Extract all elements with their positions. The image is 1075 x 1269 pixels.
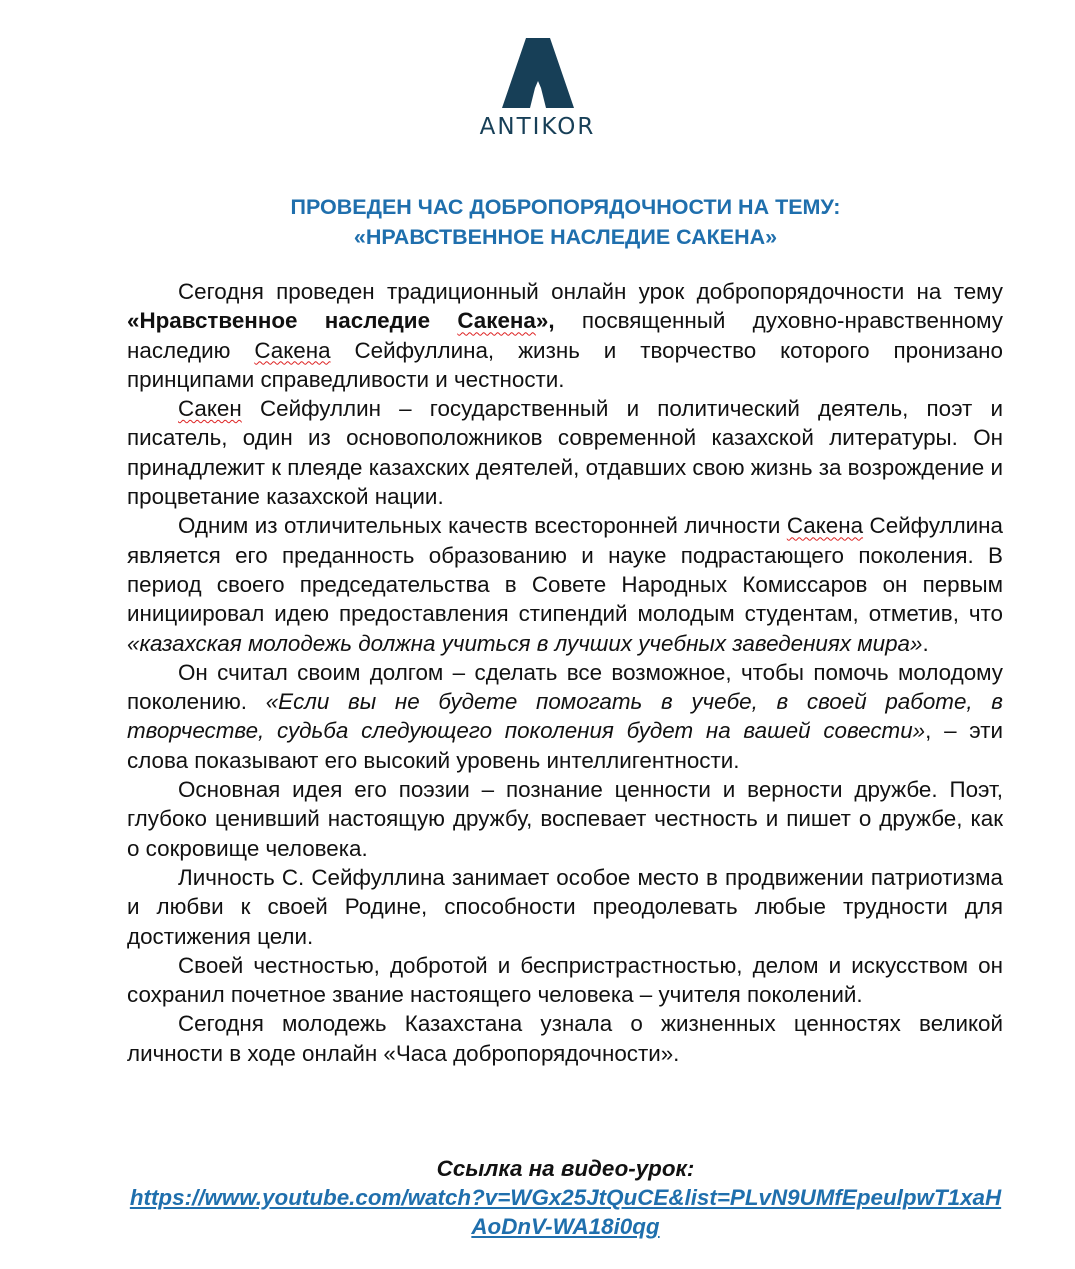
paragraph-8: Сегодня молодежь Казахстана узнала о жизненных ценностях великой личности в ходе онлайн «Часа добропорядочности».: [127, 1011, 1003, 1066]
title-line-2: «НРАВСТВЕННОЕ НАСЛЕДИЕ САКЕНА»: [353, 225, 778, 249]
title-line-1: ПРОВЕДЕН ЧАС ДОБРОПОРЯДОЧНОСТИ НА ТЕМУ:: [290, 195, 841, 219]
spellcheck-word: Сакена: [786, 513, 864, 539]
paragraph-5: Основная идея его поэзии – познание ценности и верности дружбе. Поэт, глубоко ценивший настоящую дружбу, воспевает честность и пишет о дружбе, как о сокровище человека.: [127, 777, 1003, 861]
paragraph-text: Сейфуллина является его преданность образованию и науке подрастающего поколения. В период своего председательства в Совете Народных Комиссаров он первым инициировал идею предоставления стипендий молодым студентам, отметив, что: [127, 513, 1003, 627]
paragraph-7: Своей честностью, добротой и беспристрастностью, делом и искусством он сохранил почетное звание настоящего человека – учителя поколений.: [127, 952, 1003, 1008]
paragraph-6: Личность С. Сейфуллина занимает особое место в продвижении патриотизма и любви к своей Родине, способности преодолевать любые трудности для достижения цели.: [127, 864, 1003, 949]
spellcheck-word: Сакена: [254, 337, 331, 363]
paragraph-4: [127, 658, 1003, 775]
article-body: [127, 277, 1003, 1068]
page-title: [128, 192, 1003, 252]
paragraph-text: .: [922, 630, 929, 656]
paragraph-text: посвященный духовно-нравственному наследию: [127, 308, 1003, 363]
paragraph-2: [127, 394, 1003, 511]
paragraph-3: [127, 511, 1003, 657]
spellcheck-word: Сакена: [457, 308, 536, 334]
italic-quote: «казахская молодежь должна учиться в лучших учебных заведениях мира»: [127, 630, 923, 656]
paragraph-1: [127, 277, 1003, 394]
antikor-logo-icon: [502, 38, 574, 108]
video-link-label: Ссылка на видео-урок:: [436, 1156, 695, 1181]
spellcheck-word: Сакен: [178, 396, 242, 422]
bold-text: «Нравственное наследие: [127, 308, 458, 334]
italic-quote: «Если вы не будете помогать в учебе, в своей работе, в творчестве, судьба следующего поколения будет на вашей совести»: [127, 689, 1003, 744]
paragraph-text: Сейфуллина, жизнь и творчество которого пронизано принципами справедливости и честности.: [127, 337, 1003, 392]
paragraph-text: Одним из отличительных качеств всесторонней личности: [178, 513, 787, 539]
paragraph-text: Сейфуллин – государственный и политический деятель, поэт и писатель, один из основоположников современной казахской литературы. Он принадлежит к плеяде казахских деятелей, отдавших свою жизнь за возрождение и процветание казахской нации.: [127, 396, 1003, 510]
bold-topic: [127, 308, 555, 333]
bold-text: »,: [535, 308, 555, 334]
paragraph-text: Он считал своим долгом – сделать все возможное, чтобы помочь молодому поколению.: [127, 659, 1003, 715]
video-link[interactable]: https://www.youtube.com/watch?v=WGx25JtQuCE&list=PLvN9UMfEpeulpwT1xaHAoDnV-WA18i0qg: [129, 1185, 1002, 1239]
paragraph-text: , – эти слова показывают его высокий уровень интеллигентности.: [127, 718, 1003, 773]
logo-text: ANTIKOR: [479, 114, 596, 140]
footer: [128, 1154, 1003, 1241]
paragraph-text: Сегодня проведен традиционный онлайн урок добропорядочности на тему: [178, 279, 1003, 304]
logo: [0, 38, 1075, 140]
